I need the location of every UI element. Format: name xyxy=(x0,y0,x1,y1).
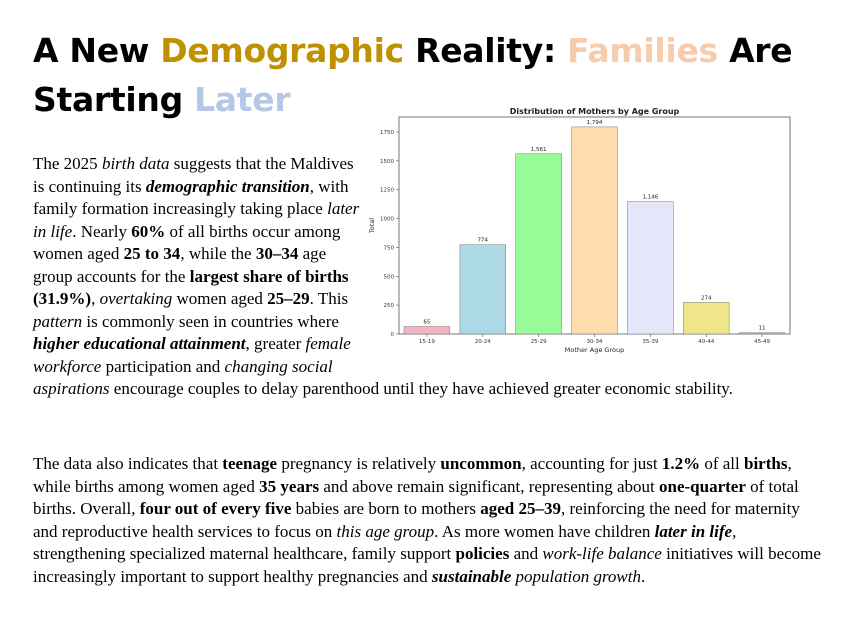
para2-run: of total births. Overall, xyxy=(33,476,799,518)
para2-run: of all xyxy=(700,454,744,473)
bar-20-24 xyxy=(460,245,506,334)
bar-chart xyxy=(363,104,803,358)
title-word-families: Families xyxy=(567,31,718,70)
para1-run: , with family formation increasingly taking place xyxy=(33,176,349,218)
para2-run: work-life balance xyxy=(542,544,662,563)
bar-30-34 xyxy=(572,127,618,334)
para1-run: age group accounts for the xyxy=(33,244,327,286)
title-word-demographic: Demographic xyxy=(160,31,404,70)
x-tick-label: 25-29 xyxy=(530,339,547,345)
y-axis-label: Total xyxy=(368,217,376,234)
data-label: 274 xyxy=(700,295,712,302)
para1-run: 30–34 xyxy=(255,244,299,263)
para2-run: 35 years xyxy=(259,476,320,496)
para2-run: this age group xyxy=(336,521,435,541)
para1-run: encourage couples to delay parenthood until they have achieved greater economic stability. xyxy=(109,379,733,398)
data-label: 11 xyxy=(758,325,766,332)
para1-run: demographic transition xyxy=(145,176,310,196)
bar-45-49 xyxy=(739,333,785,334)
para1-run: . Nearly xyxy=(72,221,132,241)
y-tick-label: 0 xyxy=(390,332,394,338)
bar-25-29 xyxy=(516,154,562,334)
bar-15-19 xyxy=(404,326,450,334)
para2-run: aged 25–39 xyxy=(480,499,561,518)
para2-run: births xyxy=(744,454,788,473)
chart-title: Distribution of Mothers by Age Group xyxy=(509,107,680,116)
para1-run: suggests that the Maldives is continuing its xyxy=(33,154,354,196)
x-tick-label: 40-44 xyxy=(698,339,715,345)
para1-run: , while the xyxy=(180,244,256,263)
x-tick-label: 15-19 xyxy=(418,339,435,345)
para1-run: female workforce xyxy=(33,334,351,376)
title-part-3: Are Starting xyxy=(33,31,793,119)
bar-35-39 xyxy=(627,202,673,334)
y-tick-label: 1250 xyxy=(380,187,394,194)
para1-run: 25 to 34 xyxy=(123,244,181,263)
data-label: 774 xyxy=(477,237,489,244)
para2-run: four out of every five xyxy=(139,499,292,518)
x-axis-label: Mother Age Group xyxy=(564,346,625,354)
para1-run: of all births occur among women aged xyxy=(33,221,341,263)
para2-run: . As more women have children xyxy=(434,521,655,541)
para1-run: higher educational attainment xyxy=(33,334,246,353)
y-tick-label: 250 xyxy=(383,303,394,310)
para1-run: . This xyxy=(309,289,349,308)
para2-run: later in life xyxy=(654,521,733,541)
para1-run: largest share of births (31.9%) xyxy=(33,266,349,308)
x-tick-label: 30-34 xyxy=(586,339,603,345)
title-part-1: A New xyxy=(33,31,161,70)
para2-run: one-quarter xyxy=(659,476,746,496)
para2-run: , reinforcing the need for maternity and reproductive health services to focus on xyxy=(33,499,800,541)
data-label: 1,146 xyxy=(642,194,659,201)
para1-run: changing social aspirations xyxy=(33,356,333,398)
para1-run: pattern xyxy=(33,311,83,331)
y-tick-label: 750 xyxy=(383,245,394,252)
para2-run: pregnancy is relatively xyxy=(277,454,441,473)
para2-run: population growth xyxy=(515,566,641,586)
data-label: 1,794 xyxy=(586,119,603,126)
para1-run: birth data xyxy=(101,154,170,173)
y-tick-label: 500 xyxy=(383,274,394,281)
para2-run: , accounting for just xyxy=(521,454,662,473)
para2-run: The data also indicates that xyxy=(33,454,223,473)
paragraph-2 xyxy=(33,453,823,588)
para2-run: policies xyxy=(455,544,510,563)
x-tick-label: 20-24 xyxy=(474,339,491,345)
para2-run: . xyxy=(641,566,646,586)
para2-run: teenage xyxy=(222,454,278,473)
data-label: 65 xyxy=(423,319,431,326)
para1-run: The 2025 xyxy=(33,154,102,173)
y-tick-label: 1000 xyxy=(380,216,394,223)
y-tick-label: 1500 xyxy=(380,158,394,165)
para2-run: babies are born to mothers xyxy=(291,499,481,518)
para1-run: later in life xyxy=(33,199,360,241)
para1-run: overtaking xyxy=(99,289,173,308)
para1-run: women aged xyxy=(172,289,268,308)
x-tick-label: 35-39 xyxy=(642,339,659,345)
paragraph-2-text xyxy=(33,454,821,586)
data-label: 1,561 xyxy=(530,146,547,153)
para2-run: and above remain significant, representing about xyxy=(319,476,660,496)
x-tick-label: 45-49 xyxy=(754,339,771,345)
para2-run: and xyxy=(509,544,543,563)
y-tick-label: 1750 xyxy=(380,130,394,137)
title-part-2: Reality: xyxy=(403,31,568,70)
para1-run: participation and xyxy=(101,356,225,376)
para2-run: , strengthening specialized maternal healthcare, family support xyxy=(33,521,737,563)
para2-run: 1.2% xyxy=(661,454,701,473)
para2-run: sustainable xyxy=(431,566,512,586)
bar-40-44 xyxy=(683,302,729,334)
para2-run: , while births among women aged xyxy=(33,454,792,496)
para1-run: , greater xyxy=(245,334,306,353)
chart-svg xyxy=(363,104,803,358)
para1-run: , xyxy=(91,289,100,308)
para1-run: 25–29 xyxy=(267,289,310,308)
para2-run: initiatives will become increasingly important to support healthy pregnancies and xyxy=(33,544,821,586)
title-word-later: Later xyxy=(194,80,291,119)
para1-run: is commonly seen in countries where xyxy=(82,311,339,331)
para2-run: uncommon xyxy=(440,454,522,473)
para1-run: 60% xyxy=(131,221,166,241)
